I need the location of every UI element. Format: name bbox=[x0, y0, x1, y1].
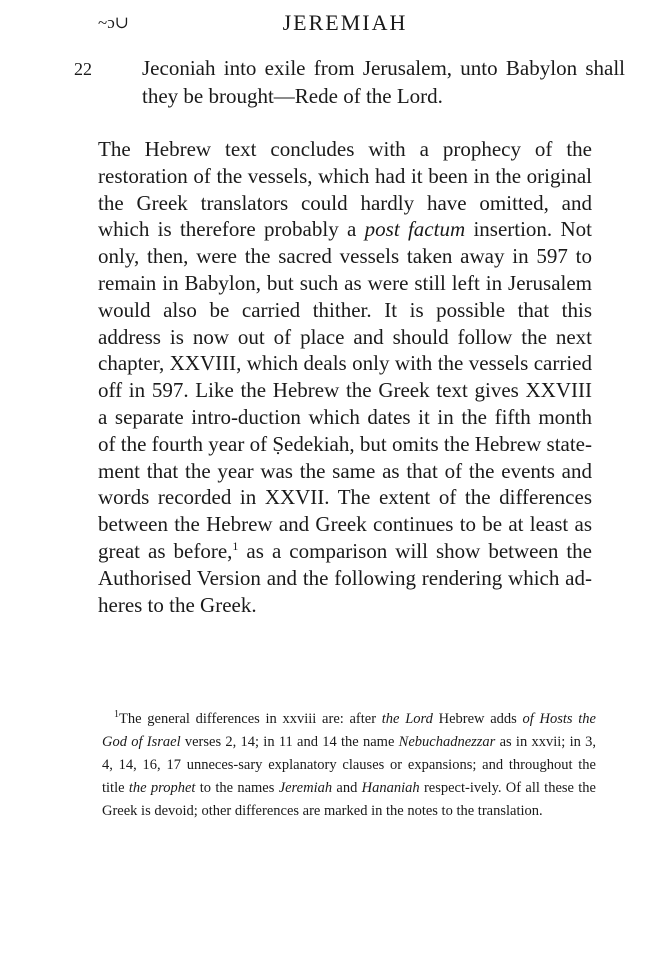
body-paragraph bbox=[98, 136, 592, 618]
footnote-text-6: and bbox=[332, 780, 362, 796]
latin-term: post factum bbox=[364, 217, 466, 242]
footnote-italic-2: of Hosts the God of Israel bbox=[102, 711, 596, 750]
verse-22 bbox=[74, 55, 625, 110]
footnote-reference: 1 bbox=[232, 538, 239, 553]
footnote-italic-1: the Lord bbox=[381, 711, 433, 727]
footnote-marker: 1 bbox=[114, 709, 119, 721]
footnote-text-3: verses 2, 14; in 11 and 14 the name bbox=[180, 734, 399, 750]
body-text-part2: insertion. Not only, then, were the sacred vessels taken away in 597 to remain in Babylon, but such as were still left in Jerusalem would also be carried thither. It is possible that this address is now out of place and should follow the next chapter, XXVIII, which deals only with the vessels carried off in 597. Like the Hebrew the Greek text gives XXVIII a separate intro-duction which dates it in the fifth month of the fourth year of Ṣedekiah, but omits the Hebrew state-ment that the year was the same as that of the events and words recorded in XXVII. The extent of the differences between the Hebrew and Greek continues to be at least as great as before, bbox=[98, 217, 592, 563]
footnote-italic-4: the prophet bbox=[128, 780, 196, 796]
verse-number: 22 bbox=[74, 59, 92, 79]
footnote-text-2: Hebrew adds bbox=[432, 711, 523, 727]
footnote-italic-3: Nebuchadnezzar bbox=[398, 734, 496, 750]
page-number: ~ɔ∪ bbox=[98, 13, 129, 32]
footnote-text-5: to the names bbox=[195, 780, 279, 796]
verse-text: Jeconiah into exile from Jerusalem, unto Babylon shall they be brought—Rede of the Lord. bbox=[142, 56, 625, 108]
footnote-text-4: as in xxvii; in 3, 4, 14, 16, 17 unneces-sary explanatory clauses or expansions; and throughout the title bbox=[102, 734, 596, 796]
footnote-italic-5: Jeremiah bbox=[278, 780, 333, 796]
footnote bbox=[102, 708, 596, 823]
footnote-italic-6: Hananiah bbox=[361, 780, 420, 796]
body-text-part1: The Hebrew text concludes with a prophecy of the restoration of the vessels, which had it been in the original the Greek translators could hardly have omitted, and which is therefore probably a bbox=[98, 137, 592, 242]
running-title: JEREMIAH bbox=[282, 10, 408, 35]
footnote-text-7: respect-ively. Of all these the Greek is devoid; other differences are marked in the notes to the translation. bbox=[102, 780, 596, 819]
running-head bbox=[98, 10, 592, 38]
body-text-part3: as a comparison will show between the Authorised Version and the following rendering which ad-heres to the Greek. bbox=[98, 538, 593, 617]
footnote-text-1: The general differences in xxviii are: after bbox=[119, 711, 382, 727]
